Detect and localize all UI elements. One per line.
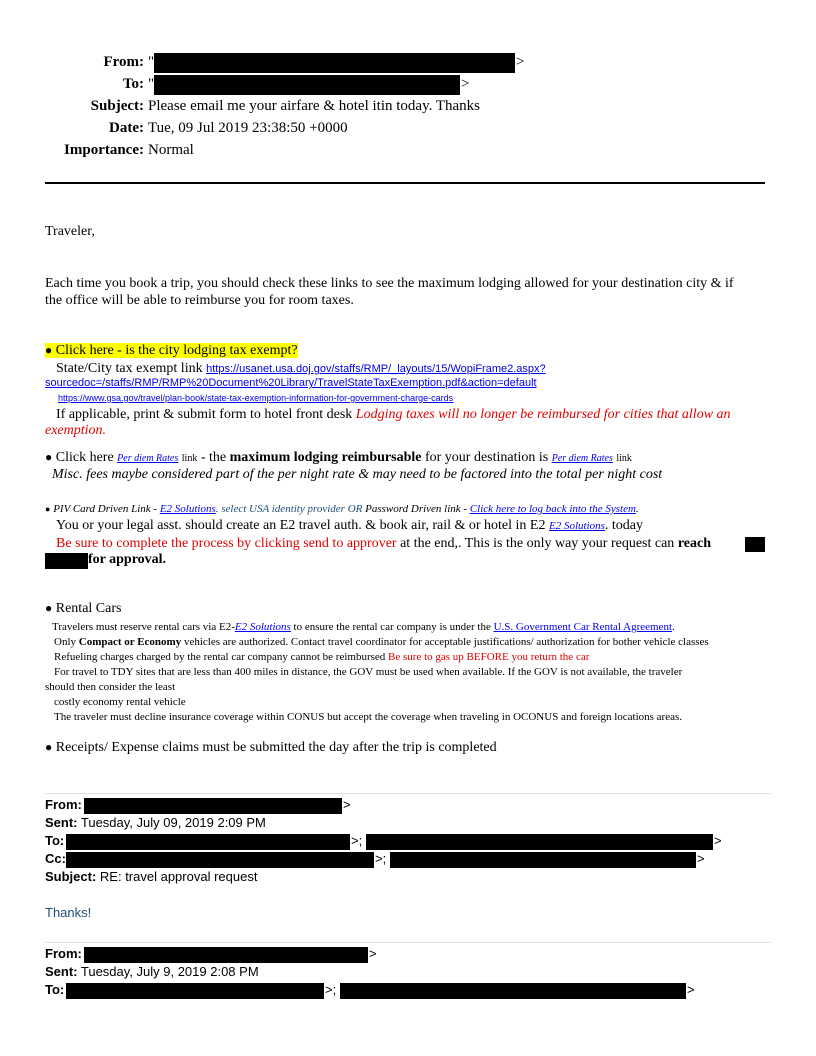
reply1-to-end: >	[714, 833, 722, 848]
piv-log-link[interactable]: Click here to log back into the System	[469, 503, 636, 515]
perdiem-click-here: Click here	[55, 450, 114, 465]
redaction-block	[84, 798, 342, 814]
reply-divider	[45, 793, 771, 794]
rental-line3-a: Refueling charges charged by the rental car company cannot be reimbursed	[54, 651, 389, 663]
intro-line-2: the office will be able to reimburse you for room taxes.	[45, 293, 354, 308]
reply2-sent-row	[45, 964, 259, 979]
piv-e2-link[interactable]: E2 Solutions	[159, 503, 216, 515]
piv-sure-row	[56, 536, 711, 552]
reply1-body: Thanks!	[45, 905, 92, 920]
from-end: >	[516, 54, 525, 70]
subject-value: Please email me your airfare & hotel itin today. Thanks	[148, 98, 480, 114]
from-label: From:	[103, 54, 144, 70]
piv-row	[45, 503, 639, 515]
perdiem-misc: Misc. fees maybe considered part of the per night rate & may need to be factored into the total per night cost	[52, 467, 663, 482]
rental-line-5: should then consider the least	[45, 681, 176, 693]
tax-link-row	[56, 361, 546, 377]
bullet-icon: ●	[45, 343, 53, 357]
intro-line-1: Each time you book a trip, you should check these links to see the maximum lodging allowed for your destination city & if	[45, 276, 734, 291]
reply1-sent-row	[45, 815, 266, 830]
tax-link-1[interactable]: https://usanet.usa.doj.gov/staffs/RMP/_layouts/15/WopiFrame2.aspx?	[206, 363, 546, 375]
reply1-from-end: >	[343, 797, 351, 812]
bullet-icon: ●	[45, 504, 51, 514]
piv-period: .	[635, 503, 639, 515]
rental-agreement-link[interactable]: U.S. Government Car Rental Agreement	[493, 621, 672, 633]
redaction-block	[154, 53, 515, 73]
rental-line1-c: .	[672, 621, 675, 633]
perdiem-dash: - the	[197, 450, 230, 465]
receipts-row	[45, 740, 497, 756]
rental-heading: Rental Cars	[55, 601, 122, 616]
date-label: Date:	[109, 120, 144, 136]
to-label: To:	[122, 76, 144, 92]
rental-line-3	[54, 651, 589, 663]
reply1-to-sep: >;	[351, 833, 363, 848]
tax-warning: Lodging taxes will no longer be reimbursed for cities that allow an	[355, 407, 731, 422]
receipts-text: Receipts/ Expense claims must be submitted the day after the trip is completed	[55, 740, 497, 755]
rental-line2-c: vehicles are authorized. Contact travel coordinator for acceptable justifications/ authorization for bother vehicle classes	[181, 636, 709, 648]
tax-warning-cont: exemption.	[45, 423, 107, 438]
reply2-sent-value: Tuesday, July 9, 2019 2:08 PM	[77, 964, 259, 979]
rental-line1-a: Travelers must reserve rental cars via E2-	[52, 621, 235, 633]
tax-submit-text: If applicable, print & submit form to hotel front desk	[56, 407, 353, 422]
greeting: Traveler,	[45, 224, 95, 239]
perdiem-link-1[interactable]: Per diem Rates	[117, 453, 179, 464]
redaction-block	[84, 947, 368, 963]
bullet-icon: ●	[45, 601, 53, 615]
redaction-block	[340, 983, 686, 999]
reply1-cc-end: >	[697, 851, 705, 866]
rental-line-2	[54, 636, 709, 648]
redaction-block	[66, 834, 350, 850]
redaction-block	[745, 537, 765, 552]
reply1-from-label: From:	[45, 797, 82, 812]
reply1-subject-row	[45, 869, 257, 884]
tax-heading	[45, 343, 298, 359]
piv-reach: reach	[677, 536, 711, 551]
tax-link-2[interactable]: https://www.gsa.gov/travel/plan-book/state-tax-exemption-information-for-government-charge-cards	[58, 393, 454, 403]
rental-line3-red: Be sure to gas up BEFORE you return the car	[388, 651, 590, 663]
reply1-sent-label: Sent:	[45, 815, 78, 830]
piv-sure-rest: at the end,. This is the only way your request can	[396, 536, 678, 551]
piv-approval: for approval.	[88, 552, 167, 567]
reply2-from-end: >	[369, 946, 377, 961]
bullet-icon: ●	[45, 740, 53, 754]
piv-create-row	[56, 518, 643, 534]
reply1-subject-label: Subject:	[45, 869, 97, 884]
piv-prefix: PIV Card Driven Link -	[53, 503, 160, 515]
perdiem-link-word-2: link	[616, 453, 632, 464]
reply2-sent-label: Sent:	[45, 964, 78, 979]
tax-submit-row	[56, 407, 731, 423]
rental-line-1	[52, 621, 675, 633]
importance-label: Importance:	[64, 142, 144, 158]
subject-label: Subject:	[90, 98, 144, 114]
reply1-cc-sep: >;	[375, 851, 387, 866]
reply2-from-label: From:	[45, 946, 82, 961]
piv-password: Password Driven link -	[362, 503, 470, 515]
reply2-to-sep: >;	[325, 982, 337, 997]
tax-link-1-cont[interactable]: sourcedoc=/staffs/RMP/RMP%20Document%20Library/TravelStateTaxExemption.pdf&action=default	[45, 377, 537, 389]
perdiem-rest: for your destination is	[421, 450, 552, 465]
reply2-to-end: >	[687, 982, 695, 997]
reply-divider	[45, 942, 771, 943]
reply1-subject-value: RE: travel approval request	[96, 869, 258, 884]
to-end: >	[461, 76, 470, 92]
perdiem-max: maximum lodging reimbursable	[229, 450, 422, 465]
redaction-block	[66, 852, 374, 868]
to-quote: "	[148, 76, 155, 92]
from-quote: "	[148, 54, 155, 70]
reply1-to-label: To:	[45, 833, 65, 848]
redaction-block	[154, 75, 460, 95]
rental-line-7: The traveler must decline insurance coverage within CONUS but accept the coverage when traveling in OCONUS and foreign locations areas.	[54, 711, 683, 723]
reply1-cc-label: Cc:	[45, 851, 66, 866]
piv-today: . today	[604, 518, 643, 533]
rental-line2-a: Only	[54, 636, 79, 648]
piv-select: . select USA identity provider OR	[215, 503, 363, 515]
tax-heading-text: Click here - is the city lodging tax exempt?	[55, 343, 298, 358]
rental-e2-link[interactable]: E2 Solutions	[234, 621, 291, 633]
rental-line-4: For travel to TDY sites that are less than 400 miles in distance, the GOV must be used when available. If the GOV is not available, the traveler	[54, 666, 683, 678]
redaction-block	[390, 852, 696, 868]
piv-e2-link-2[interactable]: E2 Solutions	[548, 520, 605, 532]
redaction-block	[45, 553, 88, 569]
reply2-to-label: To:	[45, 982, 65, 997]
date-value: Tue, 09 Jul 2019 23:38:50 +0000	[148, 120, 348, 136]
perdiem-link-word: link	[181, 453, 198, 464]
header-divider	[45, 182, 765, 184]
rental-line2-b: Compact or Economy	[78, 636, 182, 648]
rental-heading-row	[45, 601, 121, 617]
reply1-sent-value: Tuesday, July 09, 2019 2:09 PM	[77, 815, 266, 830]
piv-create-text: You or your legal asst. should create an E2 travel auth. & book air, rail & or hotel in E2	[56, 518, 549, 533]
tax-link-label: State/City tax exempt link	[56, 361, 203, 376]
perdiem-link-2[interactable]: Per diem Rates	[551, 453, 613, 464]
rental-line-6: costly economy rental vehicle	[54, 696, 186, 708]
redaction-block	[366, 834, 713, 850]
importance-value: Normal	[148, 142, 194, 158]
rental-line1-b: to ensure the rental car company is under the	[290, 621, 494, 633]
bullet-icon: ●	[45, 450, 53, 464]
perdiem-row	[45, 450, 632, 466]
piv-sure-red: Be sure to complete the process by clicking send to approver	[56, 536, 397, 551]
redaction-block	[66, 983, 324, 999]
